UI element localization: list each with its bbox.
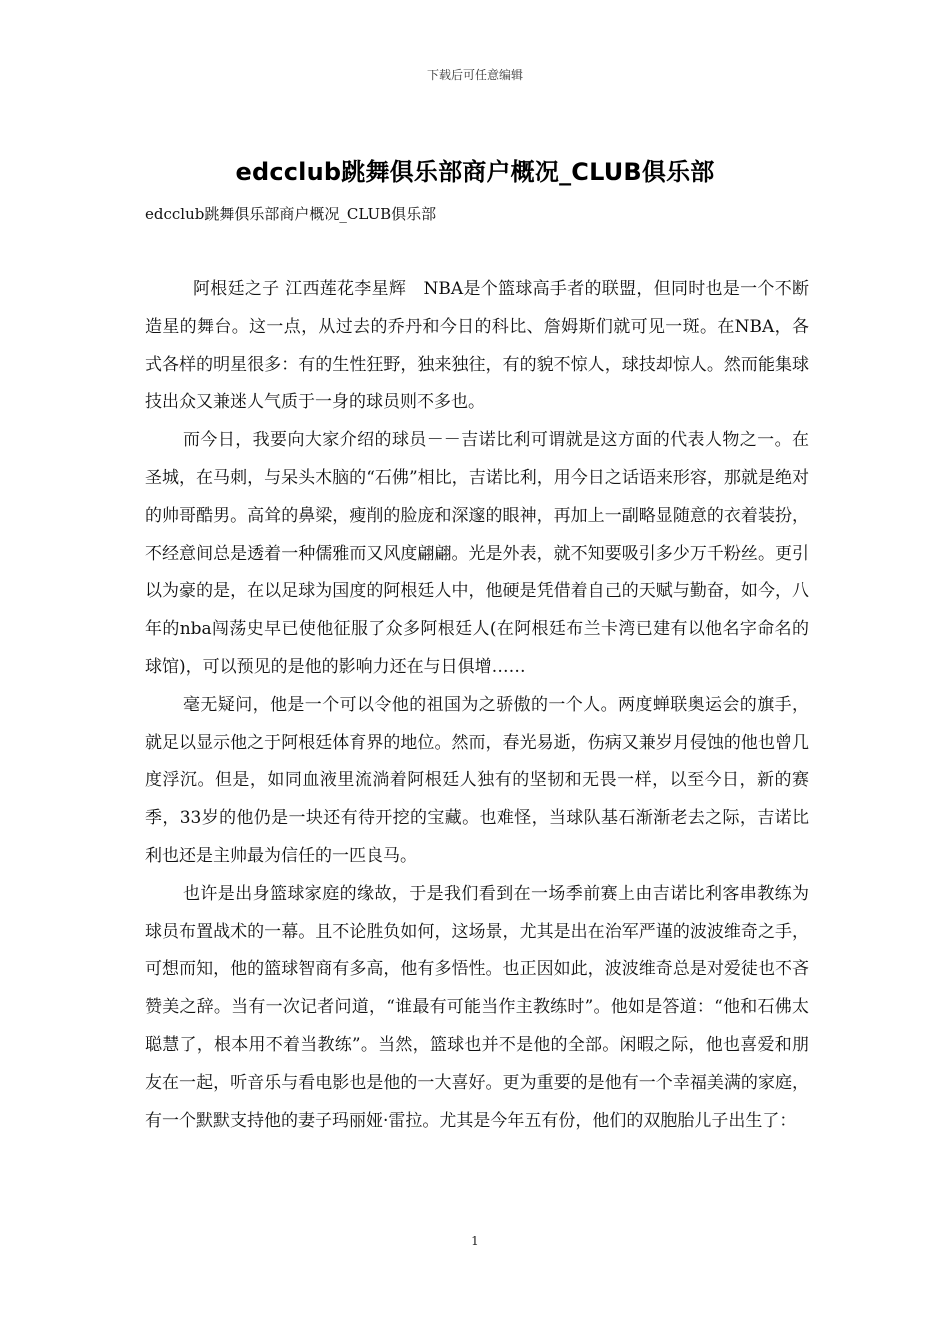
page-header-note: 下载后可任意编辑: [426, 68, 523, 82]
body-paragraph: 也许是出身篮球家庭的缘故，于是我们看到在一场季前赛上由吉诺比利客串教练为球员布置战术的一幕。且不论胜负如何，这场景，尤其是出在治军严谨的波波维奇之手，可想而知，他的篮球智商有多高，他有多悟性。也正因如此，波波维奇总是对爱徒也不吝赞美之辞。当有一次记者问道，“谁最有可能当作主教练时”。他如是答道：“他和石佛太聪慧了，根本用不着当教练”。当然，篮球也并不是他的全部。闲暇之际，他也喜爱和朋友在一起，听音乐与看电影也是他的一大喜好。更为重要的是他有一个幸福美满的家庭，有一个默默支持他的妻子玛丽娅·雷拉。尤其是今年五有份，他们的双胞胎儿子出生了：: [145, 883, 809, 1131]
document-body: [145, 271, 809, 1140]
document-title: edcclub跳舞俱乐部商户概况_CLUB俱乐部: [235, 158, 715, 186]
document-subtitle: edcclub跳舞俱乐部商户概况_CLUB俱乐部: [145, 205, 437, 223]
body-paragraph: 毫无疑问，他是一个可以令他的祖国为之骄傲的一个人。两度蝉联奥运会的旗手，就足以显示他之于阿根廷体育界的地位。然而，春光易逝，伤病又兼岁月侵蚀的他也曾几度浮沉。但是，如同血液里流淌着阿根廷人独有的坚韧和无畏一样，以至今日，新的赛季，33岁的他仍是一块还有待开挖的宝藏。也难怪，当球队基石渐渐老去之际，吉诺比利也还是主帅最为信任的一匹良马。: [145, 694, 809, 866]
body-paragraph: 而今日，我要向大家介绍的球员－－吉诺比利可谓就是这方面的代表人物之一。在圣城，在马刺，与呆头木脑的“石佛”相比，吉诺比利，用今日之话语来形容，那就是绝对的帅哥酷男。高耸的鼻梁，瘦削的脸庞和深邃的眼神，再加上一副略显随意的衣着装扮，不经意间总是透着一种儒雅而又风度翩翩。光是外表，就不知要吸引多少万千粉丝。更引以为豪的是，在以足球为国度的阿根廷人中，他硬是凭借着自己的天赋与勤奋，如今，八年的nba闯荡史早已使他征服了众多阿根廷人(在阿根廷布兰卡湾已建有以他名字命名的球馆)，可以预见的是他的影响力还在与日俱增……: [145, 430, 809, 677]
page-number: 1: [471, 1234, 479, 1248]
body-paragraph: 阿根廷之子 江西莲花李星辉 NBA是个篮球高手者的联盟，但同时也是一个不断造星的舞台。这一点，从过去的乔丹和今日的科比、詹姆斯们就可见一斑。在NBA，各式各样的明星很多：有的生性狂野，独来独往，有的貌不惊人，球技却惊人。然而能集球技出众又兼迷人气质于一身的球员则不多也。: [145, 279, 809, 413]
